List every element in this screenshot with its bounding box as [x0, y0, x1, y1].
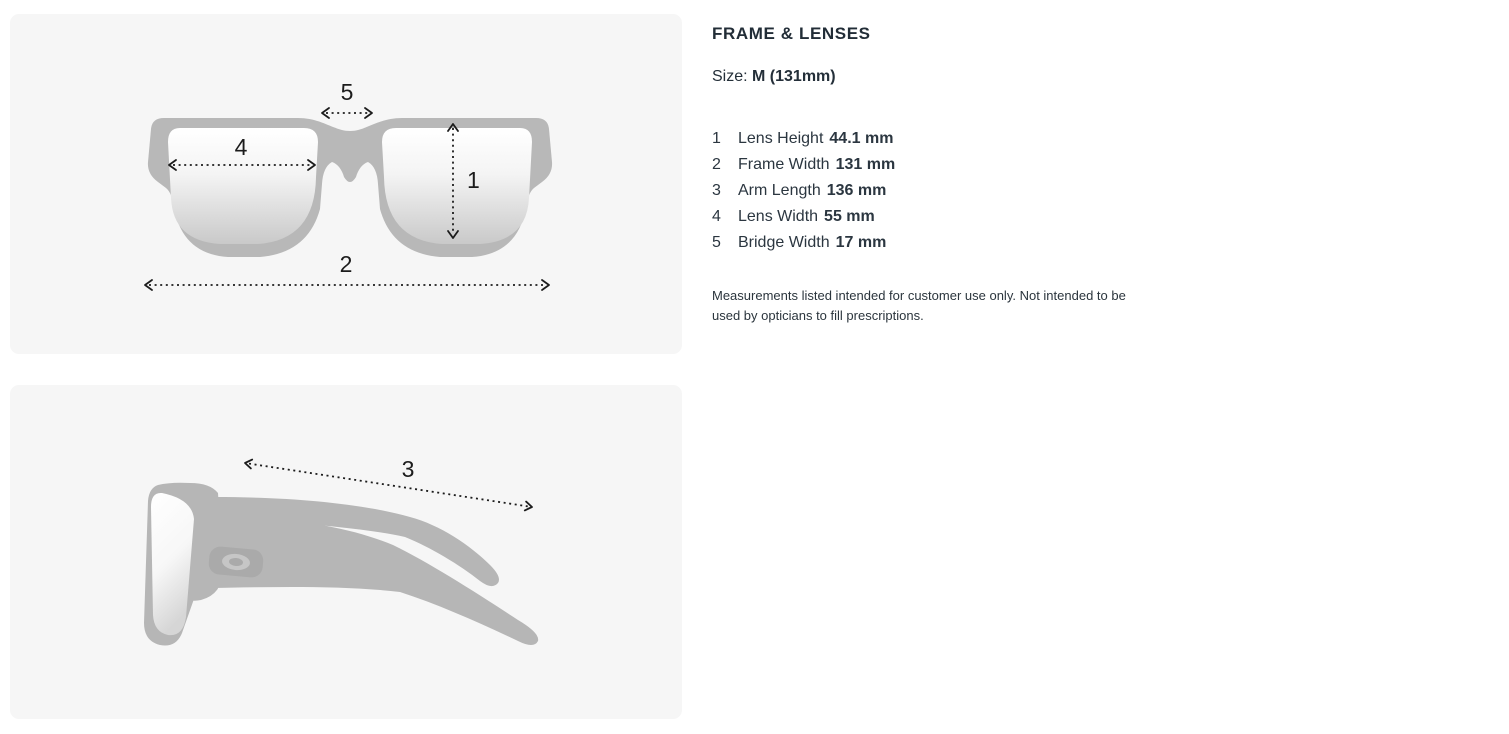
list-item	[712, 230, 1172, 256]
item-number: 1	[712, 130, 721, 147]
lens-height-label: 1	[467, 167, 480, 193]
section-title: FRAME & LENSES	[712, 24, 871, 43]
arm-length-label: 3	[401, 456, 415, 482]
list-item	[712, 152, 1172, 178]
side-view-diagram	[10, 385, 682, 719]
measurement-list	[712, 126, 1172, 256]
list-item	[712, 204, 1172, 230]
list-item	[712, 178, 1172, 204]
disclaimer-text: Measurements listed intended for customer use only. Not intended to be used by opticians to fill prescriptions.	[712, 288, 1126, 323]
front-view-panel	[10, 14, 682, 354]
item-label: Bridge Width	[738, 234, 830, 251]
list-item	[712, 126, 1172, 152]
side-view-panel	[10, 385, 682, 719]
front-view-diagram	[10, 14, 682, 354]
item-value: 44.1 mm	[829, 130, 894, 147]
item-number: 3	[712, 182, 721, 199]
item-number: 5	[712, 234, 721, 251]
item-label: Arm Length	[738, 182, 821, 199]
item-number: 4	[712, 208, 721, 225]
item-number: 2	[712, 156, 721, 173]
temple-logo	[208, 546, 264, 579]
item-value: 55 mm	[824, 208, 875, 225]
item-value: 17 mm	[835, 234, 887, 251]
lens-width-label: 4	[234, 134, 248, 160]
item-label: Lens Height	[738, 130, 824, 147]
item-value: 131 mm	[835, 156, 896, 173]
item-value: 136 mm	[826, 182, 887, 199]
measurement-details	[712, 24, 1172, 326]
frame-width-arrow	[145, 280, 549, 290]
right-lens	[382, 128, 532, 244]
size-label: Size:	[712, 68, 748, 85]
frame-width-label: 2	[339, 251, 353, 277]
bridge-width-label: 5	[340, 79, 354, 105]
bridge-width-arrow	[322, 108, 372, 118]
size-line	[712, 68, 1172, 86]
item-label: Frame Width	[738, 156, 830, 173]
item-label: Lens Width	[738, 208, 819, 225]
size-value: M (131mm)	[752, 68, 836, 85]
